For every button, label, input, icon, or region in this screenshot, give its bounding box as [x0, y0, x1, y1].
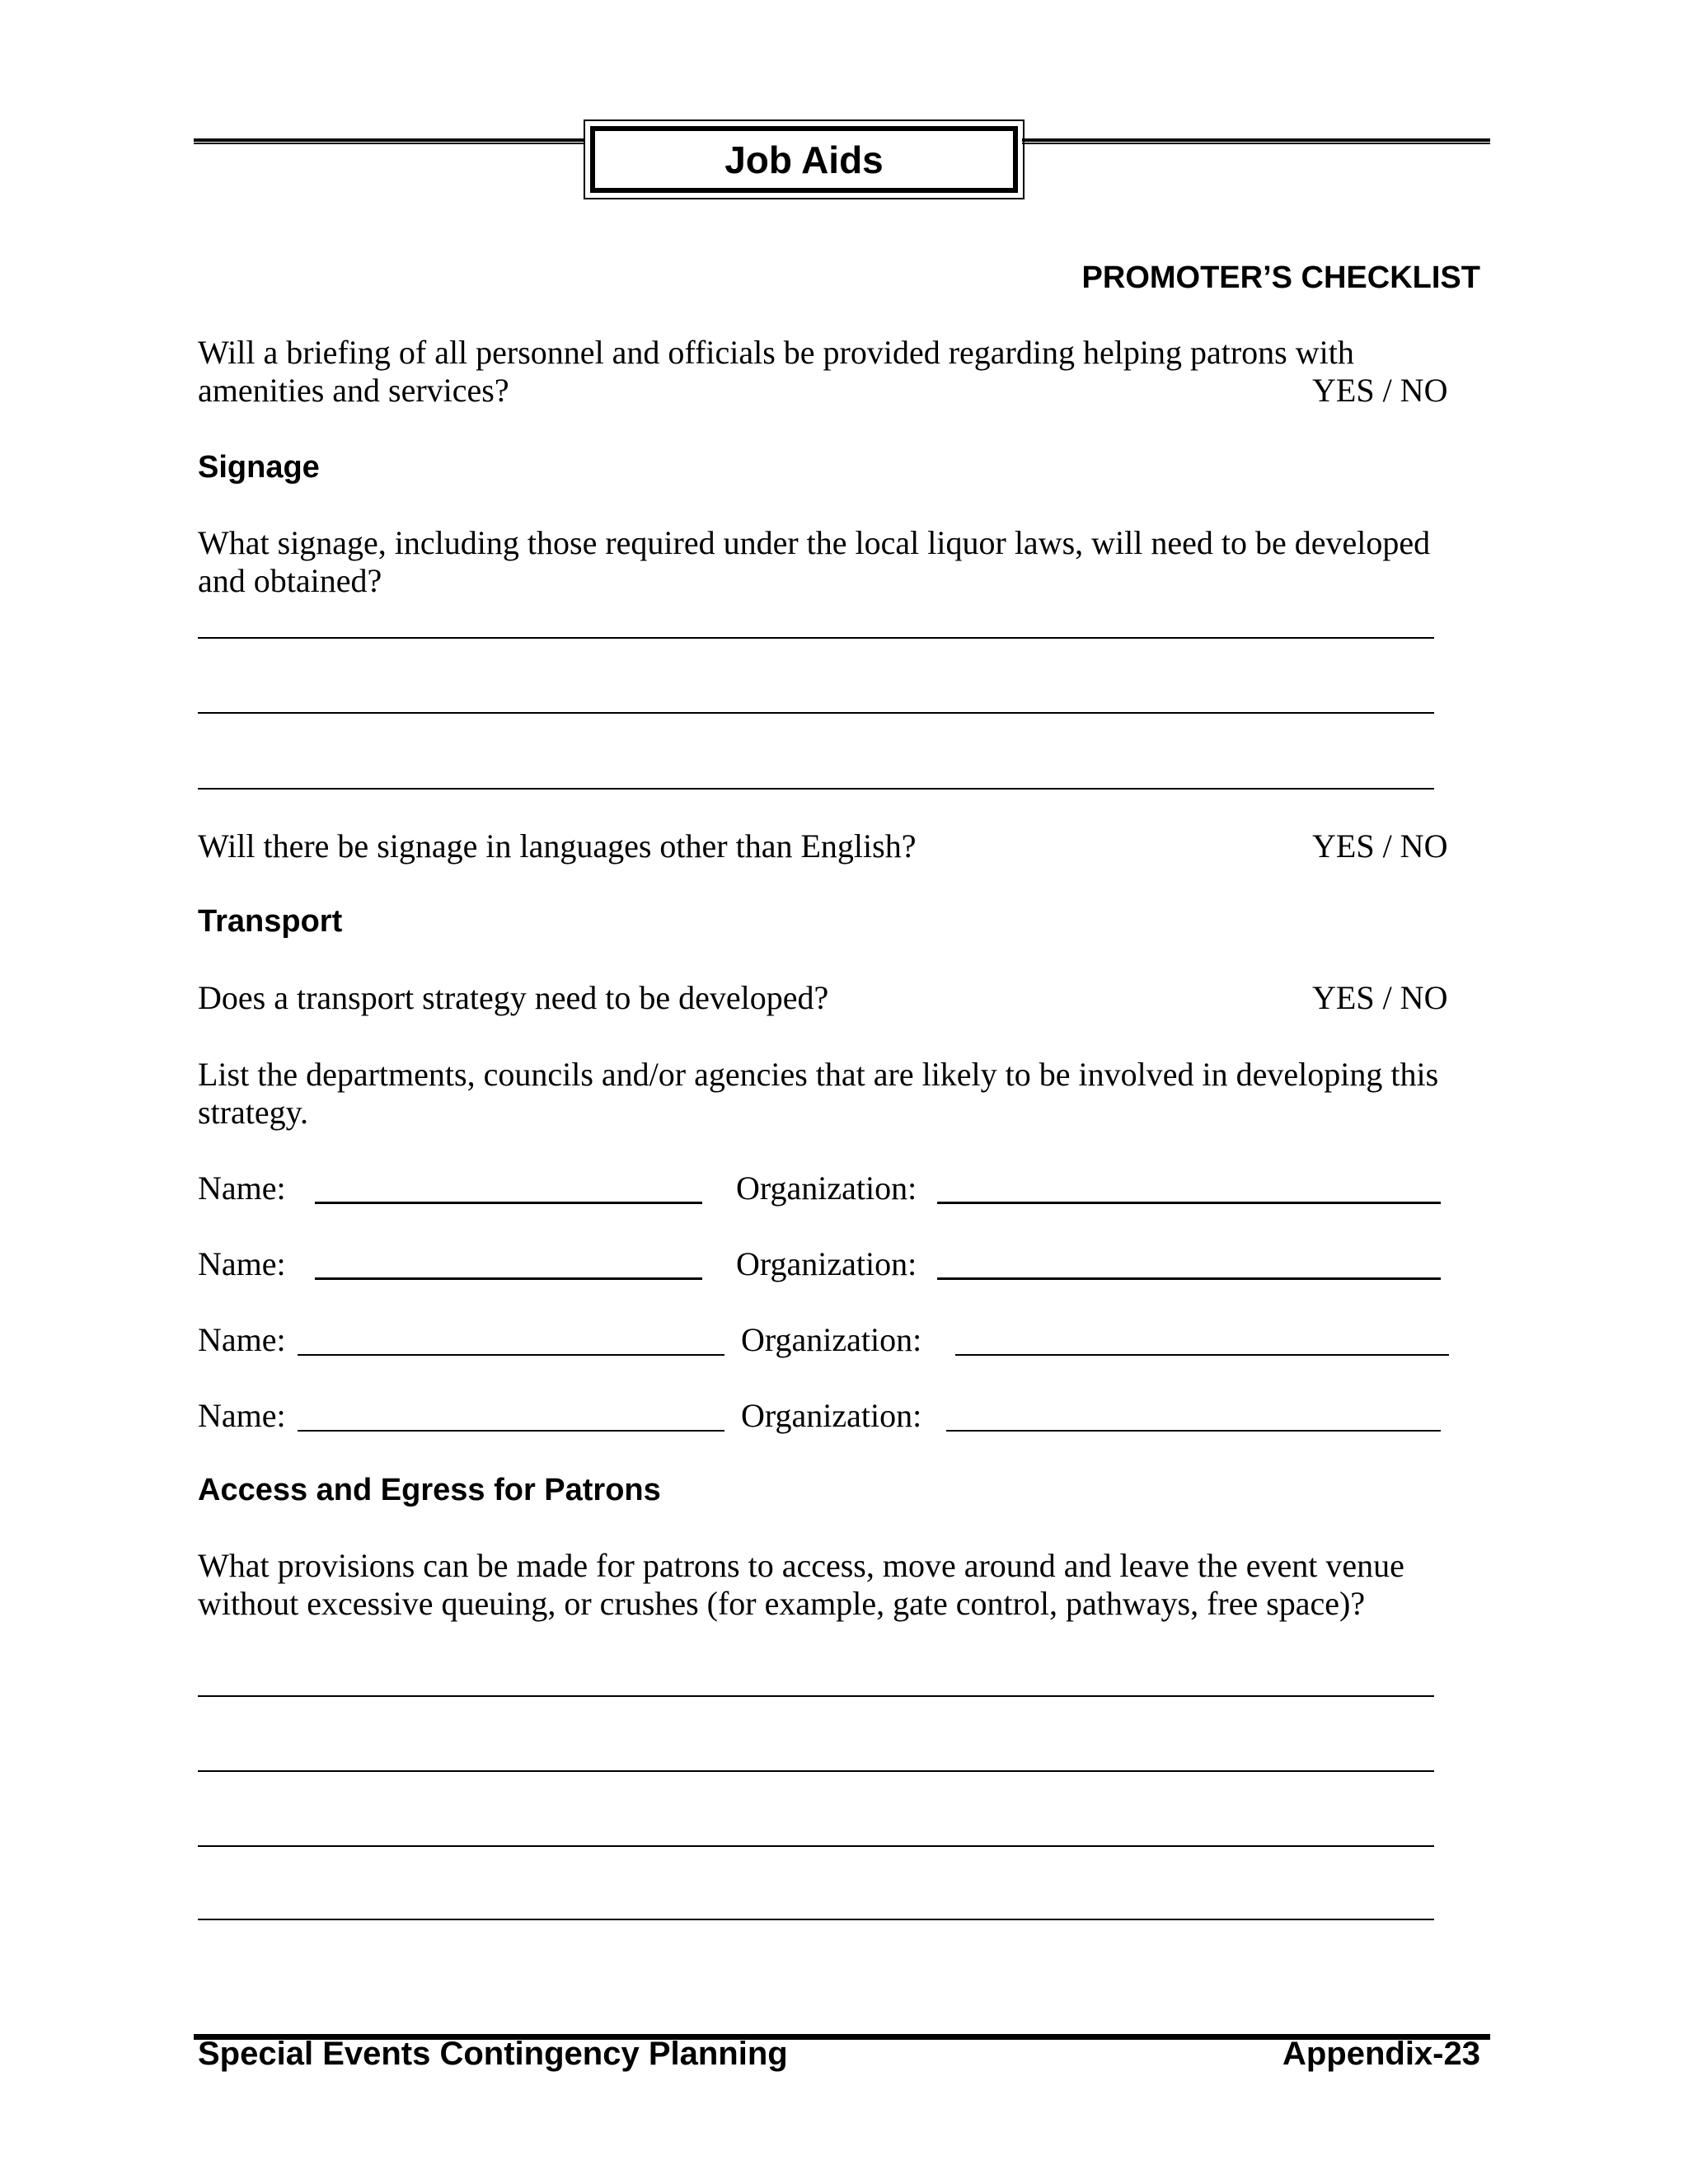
access-answer-line[interactable]	[198, 1695, 1434, 1697]
name-label: Name:	[198, 1397, 286, 1434]
organization-label: Organization:	[736, 1169, 917, 1207]
header-box	[584, 120, 1025, 199]
signage-answer-line[interactable]	[198, 712, 1434, 714]
briefing-question-line1: Will a briefing of all personnel and officials be provided regarding helping patrons with	[198, 334, 1354, 371]
organization-field[interactable]	[937, 1202, 1441, 1204]
transport-list-line2: strategy.	[198, 1094, 309, 1131]
briefing-yes-no[interactable]: YES / NO	[1312, 372, 1448, 409]
header-rule-right	[1022, 138, 1490, 144]
transport-list-line1: List the departments, councils and/or agencies that are likely to be involved in developing this	[198, 1056, 1439, 1093]
organization-label: Organization:	[741, 1397, 922, 1434]
organization-label: Organization:	[736, 1245, 917, 1282]
name-field[interactable]	[315, 1277, 702, 1280]
signage-languages-question: Will there be signage in languages other than English?	[198, 827, 917, 865]
transport-strategy-question: Does a transport strategy need to be developed?	[198, 979, 829, 1016]
transport-strategy-yes-no[interactable]: YES / NO	[1312, 979, 1448, 1016]
signage-question-line1: What signage, including those required under the local liquor laws, will need to be developed	[198, 524, 1431, 561]
organization-field[interactable]	[937, 1277, 1441, 1280]
name-field[interactable]	[298, 1354, 724, 1356]
page-title: PROMOTER’S CHECKLIST	[1081, 260, 1480, 295]
signage-languages-yes-no[interactable]: YES / NO	[1312, 827, 1448, 865]
signage-answer-line[interactable]	[198, 637, 1434, 639]
header-label: Job Aids	[590, 126, 1018, 193]
name-label: Name:	[198, 1245, 286, 1282]
header-rule-left	[194, 138, 585, 144]
access-answer-line[interactable]	[198, 1845, 1434, 1847]
name-label: Name:	[198, 1321, 286, 1358]
organization-field[interactable]	[946, 1430, 1441, 1432]
access-question-line2: without excessive queuing, or crushes (for example, gate control, pathways, free space)?	[198, 1585, 1366, 1622]
briefing-question-line2: amenities and services?	[198, 372, 509, 409]
organization-field[interactable]	[955, 1354, 1449, 1356]
organization-label: Organization:	[741, 1321, 922, 1358]
access-answer-line[interactable]	[198, 1919, 1434, 1920]
access-question-line1: What provisions can be made for patrons to access, move around and leave the event venue	[198, 1547, 1404, 1584]
section-heading-signage: Signage	[198, 450, 320, 485]
name-label: Name:	[198, 1169, 286, 1207]
section-heading-transport: Transport	[198, 904, 343, 939]
section-heading-access: Access and Egress for Patrons	[198, 1473, 661, 1507]
footer-page-number: Appendix-23	[1282, 2036, 1480, 2072]
signage-answer-line[interactable]	[198, 788, 1434, 790]
signage-question-line2: and obtained?	[198, 562, 382, 599]
access-answer-line[interactable]	[198, 1770, 1434, 1772]
footer-title: Special Events Contingency Planning	[198, 2036, 788, 2072]
name-field[interactable]	[315, 1202, 702, 1204]
name-field[interactable]	[298, 1430, 724, 1432]
